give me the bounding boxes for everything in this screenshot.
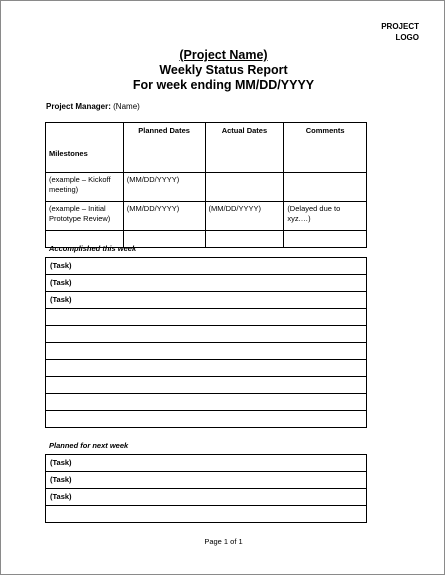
- task-cell[interactable]: (Task): [46, 489, 367, 506]
- task-cell[interactable]: (Task): [46, 292, 367, 309]
- task-cell[interactable]: (Task): [46, 472, 367, 489]
- project-manager: [46, 102, 140, 111]
- task-cell[interactable]: [46, 394, 367, 411]
- task-cell[interactable]: [46, 506, 367, 523]
- task-cell[interactable]: (Task): [46, 258, 367, 275]
- task-cell[interactable]: [46, 343, 367, 360]
- accomplished-label: Accomplished this week: [49, 244, 137, 253]
- task-cell[interactable]: (Task): [46, 275, 367, 292]
- milestone-cell[interactable]: (example – Kickoff meeting): [46, 173, 124, 202]
- accomplished-table: [45, 257, 367, 428]
- table-row: [46, 343, 367, 360]
- planned-label: Planned for next week: [49, 441, 129, 450]
- task-cell[interactable]: [46, 377, 367, 394]
- comments-cell[interactable]: [284, 231, 367, 248]
- comments-cell[interactable]: (Delayed due to xyz.…): [284, 202, 367, 231]
- header-actual-dates: Actual Dates: [205, 123, 284, 173]
- week-ending: For week ending MM/DD/YYYY: [132, 78, 315, 92]
- milestones-header-row: [46, 123, 367, 173]
- table-row: [46, 275, 367, 292]
- milestone-cell[interactable]: (example – Initial Prototype Review): [46, 202, 124, 231]
- table-row: [46, 377, 367, 394]
- task-cell[interactable]: [46, 309, 367, 326]
- report-title: [1, 48, 445, 93]
- table-row: [46, 173, 367, 202]
- page-number: Page 1 of 1: [204, 537, 243, 546]
- logo-line-2: LOGO: [395, 33, 419, 42]
- project-manager-value: (Name): [113, 102, 140, 111]
- task-cell[interactable]: [46, 411, 367, 428]
- actual-date-cell[interactable]: [205, 231, 284, 248]
- planned-table: [45, 454, 367, 523]
- table-row: [46, 394, 367, 411]
- table-row: [46, 489, 367, 506]
- table-row: [46, 506, 367, 523]
- table-row: [46, 309, 367, 326]
- table-row: [46, 258, 367, 275]
- logo-line-1: PROJECT: [381, 22, 419, 31]
- table-row: [46, 202, 367, 231]
- task-cell[interactable]: [46, 326, 367, 343]
- milestones-table: [45, 122, 367, 248]
- actual-date-cell[interactable]: (MM/DD/YYYY): [205, 202, 284, 231]
- table-row: [46, 455, 367, 472]
- report-subtitle: Weekly Status Report: [159, 63, 288, 77]
- header-comments: Comments: [284, 123, 367, 173]
- planned-date-cell[interactable]: (MM/DD/YYYY): [123, 202, 205, 231]
- project-manager-label: Project Manager:: [46, 102, 111, 111]
- table-row: [46, 411, 367, 428]
- task-cell[interactable]: (Task): [46, 455, 367, 472]
- table-row: [46, 472, 367, 489]
- comments-cell[interactable]: [284, 173, 367, 202]
- actual-date-cell[interactable]: [205, 173, 284, 202]
- project-logo: [359, 21, 419, 43]
- table-row: [46, 360, 367, 377]
- task-cell[interactable]: [46, 360, 367, 377]
- table-row: [46, 292, 367, 309]
- project-name: (Project Name): [179, 48, 268, 62]
- header-milestones: Milestones: [46, 123, 124, 173]
- planned-date-cell[interactable]: (MM/DD/YYYY): [123, 173, 205, 202]
- table-row: [46, 326, 367, 343]
- header-planned-dates: Planned Dates: [123, 123, 205, 173]
